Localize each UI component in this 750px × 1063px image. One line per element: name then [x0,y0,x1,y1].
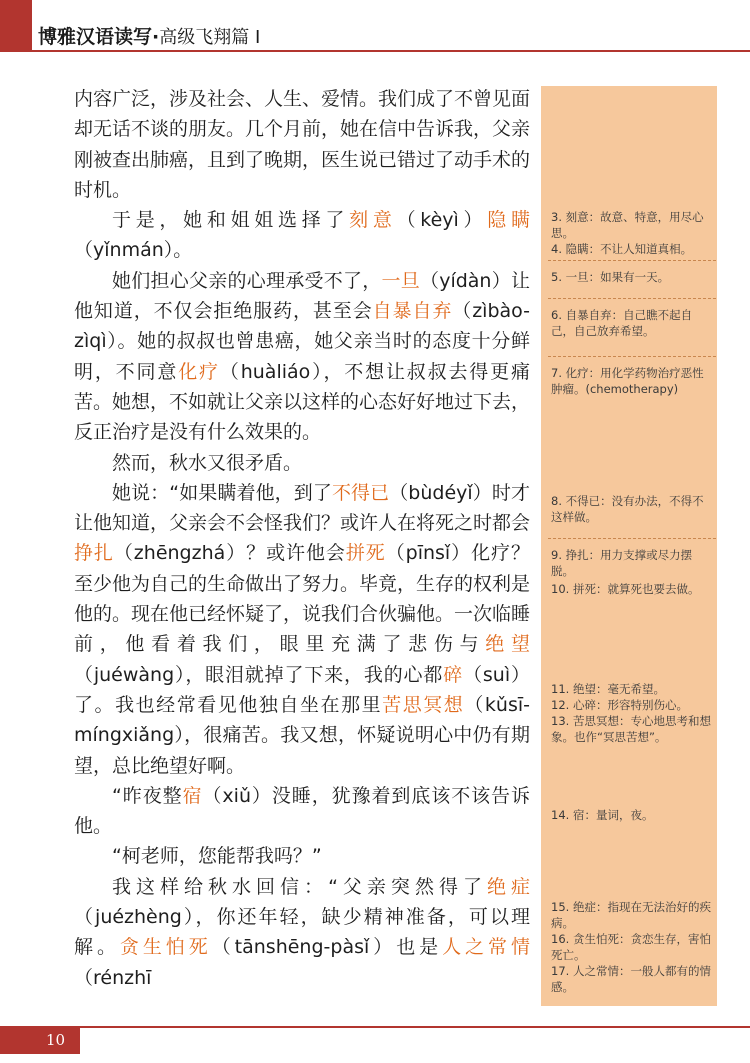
pinyin: （juéwàng） [74,663,186,686]
pinyin: （zhēngzhá） [113,542,247,565]
paragraph-5: 她说：“如果瞒着他，到了不得已（bùdéyǐ）时才让他知道，父亲会不会怪我们？或许人在将死之时都会挣扎（zhēngzhá）？或许他会拼死（pīnsǐ）化疗？至少他为自己的生命做出了努力。毕竟，生存的权利是他的。现在他已经怀疑了，说我们合伙骗他。一次临睡前，他看着我们，眼里充满了悲伤与绝望（juéwàng），眼泪就掉了下来，我的心都碎（suì）了。我也经常看见他独自坐在那里苦思冥想（kǔsī-míngxiǎng），很痛苦。我又想，怀疑说明心中仍有期望，总比绝望好啊。 [74,481,531,777]
gloss-note-15: 15. 绝症：指现在无法治好的疾病。 [551,900,711,930]
paragraph-8: 我这样给秋水回信：“父亲突然得了绝症（juézhèng），你还年轻，缺少精神准备，可以理解。贪生怕死（tānshēng-pàsǐ）也是人之常情（rénzhī [74,875,530,989]
gloss-note-17: 17. 人之常情：一般人都有的情感。 [551,964,711,994]
pinyin: （kèyì） [396,209,488,232]
pinyin: （yǐnmán） [74,239,174,262]
pinyin: （xiǔ） [202,784,272,807]
gloss-divider [548,538,716,539]
vocab-term: 绝望 [485,633,530,656]
vocab-term: 人之常情 [442,936,530,959]
pinyin: （juézhèng） [74,906,196,929]
gloss-note-7: 7. 化疗：用化学药物治疗恶性肿瘤。(chemotherapy) [551,366,704,396]
gloss-note-12: 12. 心碎：形容特别伤心。 [551,698,688,712]
vocab-term: 挣扎 [74,542,114,565]
pinyin: （rénzhī [74,966,152,989]
gloss-note-11: 11. 绝望：毫无希望。 [551,682,665,696]
gloss-note-10: 10. 拼死：就算死也要去做。 [551,582,700,596]
vocab-term: 一旦 [381,269,420,292]
header-color-block [0,0,32,50]
vocab-term: 化疗 [178,360,220,383]
page-number: 10 [46,1031,66,1049]
pinyin: （tānshēng-pàsǐ） [211,936,397,959]
vocab-term: 自暴自弃 [372,300,453,323]
pinyin: （bùdéyǐ） [389,481,492,504]
gloss-note-16: 16. 贪生怕死：贪恋生存，害怕死亡。 [551,932,711,962]
header-rule [0,50,750,52]
pinyin: （zìbào-zìqì） [74,300,530,353]
gloss-divider [548,298,716,299]
book-title: 博雅汉语读写 [38,26,153,48]
paragraph-4: 然而，秋水又很矛盾。 [112,451,303,474]
paragraph-3: 她们担心父亲的心理承受不了，一旦（yídàn）让他知道，不仅会拒绝服药，甚至会自暴自弃（zìbào-zìqì）。她的叔叔也曾患癌，她父亲当时的态度十分鲜明，不同意化疗（huàliáo），不想让叔叔去得更痛苦。她想，不如就让父亲以这样的心态好好地过下去，反正治疗是没有什么效果的。 [74,269,531,444]
gloss-note-4: 4. 隐瞒：不让人知道真相。 [551,242,693,256]
pinyin: （pīnsǐ） [385,542,472,565]
paragraph-7: “柯老师，您能帮我吗？” [112,845,322,868]
page-number-box [0,1028,80,1054]
footer-rule [0,1026,750,1028]
vocab-term: 宿 [182,784,203,807]
running-header [38,24,260,50]
vocab-term: 碎 [443,663,464,686]
pinyin: （kǔsī-míngxiǎng） [74,693,530,747]
title-separator: · [152,26,160,48]
pinyin: （huàliáo） [219,360,324,383]
paragraph-6: “昨夜整宿（xiǔ）没睡，犹豫着到底该不该告诉他。 [74,784,530,838]
book-subtitle: 高级飞翔篇 I [159,27,261,48]
gloss-divider [548,260,716,261]
gloss-divider [548,356,716,357]
gloss-note-3: 3. 刻意：故意、特意，用尽心思。 [551,210,704,240]
vocab-term: 绝症 [486,875,530,898]
vocab-term: 隐瞒 [487,209,530,232]
gloss-note-14: 14. 宿：量词，夜。 [551,808,654,822]
vocab-term: 拼死 [345,542,386,565]
vocab-term: 贪生怕死 [119,936,212,959]
gloss-note-8: 8. 不得已：没有办法，不得不这样做。 [551,494,704,524]
vocab-term: 苦思冥想 [382,693,465,716]
main-text [74,84,530,993]
gloss-note-5: 5. 一旦：如果有一天。 [551,270,670,284]
gloss-note-9: 9. 挣扎：用力支撑或尽力摆脱。 [551,548,693,578]
paragraph-1: 内容广泛，涉及社会、人生、爱情。我们成了不曾见面却无话不谈的朋友。几个月前，她在信中告诉我，父亲刚被查出肺癌，且到了晚期，医生说已错过了动手术的时机。 [74,88,531,201]
gloss-note-13: 13. 苦思冥想：专心地思考和想象。也作“冥思苦想”。 [551,714,711,744]
vocab-term: 刻意 [349,209,397,232]
gloss-note-6: 6. 自暴自弃：自己瞧不起自己，自己放弃希望。 [551,308,693,338]
pinyin: （suì） [463,663,530,686]
pinyin: （yídàn） [419,269,511,292]
vocab-term: 不得已 [331,481,390,504]
paragraph-2: 于是，她和姐姐选择了刻意（kèyì）隐瞒（yǐnmán）。 [74,209,530,262]
